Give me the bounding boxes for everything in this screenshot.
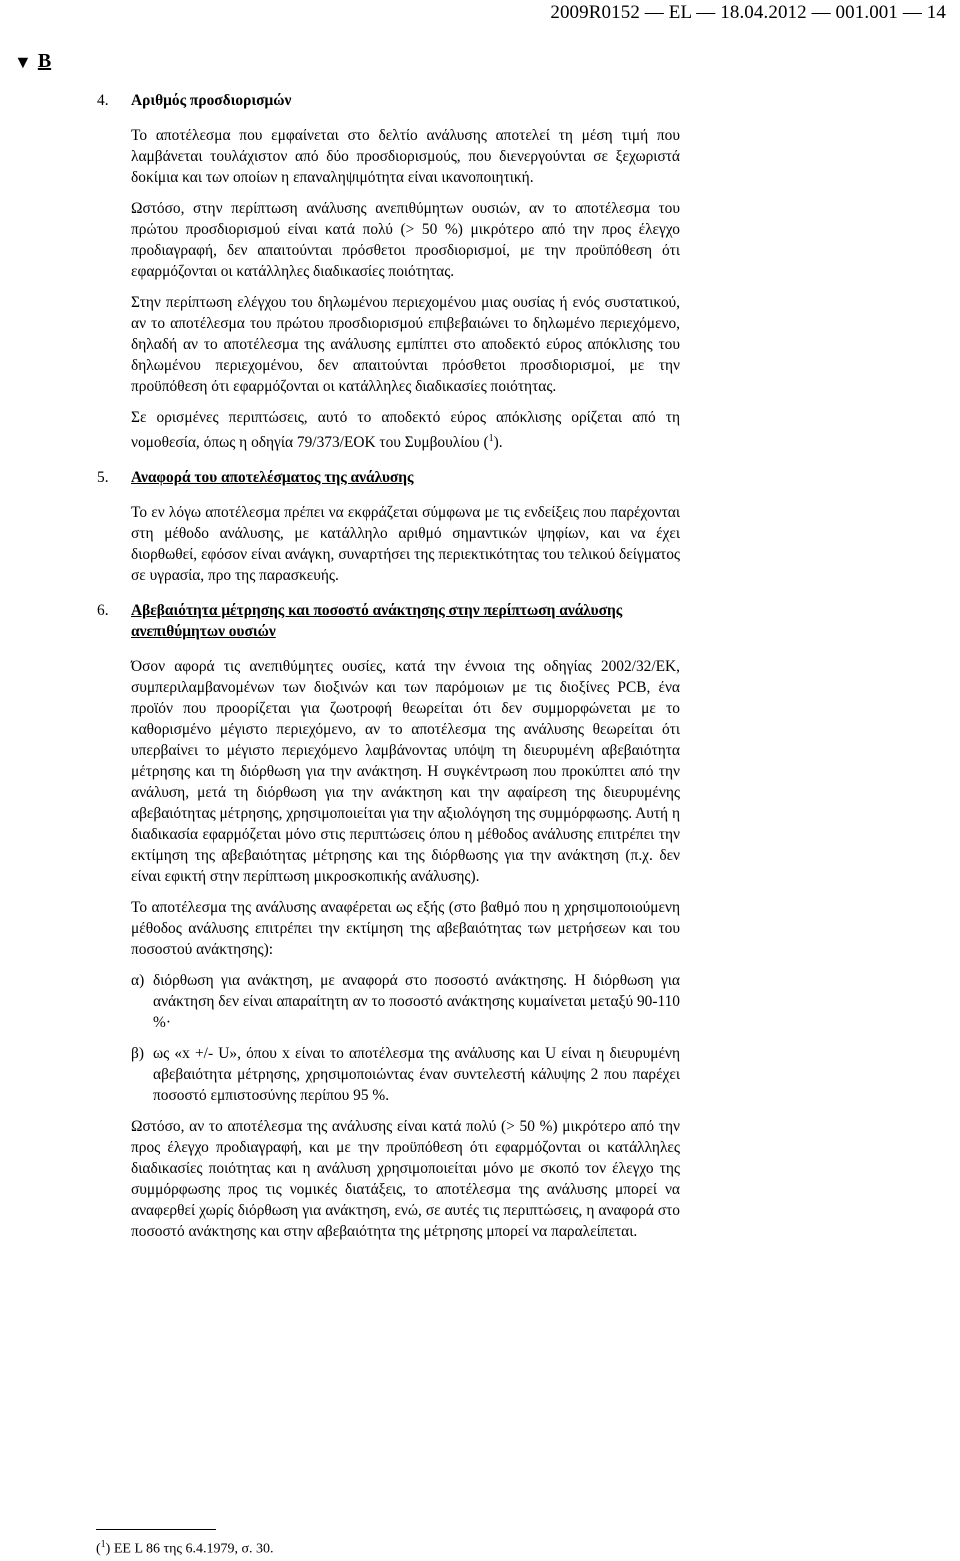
list-label: α) xyxy=(131,972,145,990)
list-item-b xyxy=(131,1043,680,1106)
paragraph: Όσον αφορά τις ανεπιθύμητες ουσίες, κατά την έννοια της οδηγίας 2002/32/ΕΚ, συμπεριλαμβανομένων των διοξινών και των παρόμοιων με τις διοξίνες PCB, ένα προϊόν που προορίζεται για ζωοτροφή θεωρείται ότι δεν συμμορφώνεται με το καθορισμένο μέγιστο περιεχόμενο, αν το αποτέλεσμα της ανάλυσης θεωρείται ότι υπερβαίνει το μέγιστο περιεχόμενο λαμβάνοντας υπόψη τη διευρυμένη αβεβαιότητα μέτρησης και τη διόρθωση για την ανάκτηση. Η συγκέντρωση που προκύπτει από την ανάλυση, μετά τη διόρθωση για την ανάκτηση και την αφαίρεση της διευρυμένης αβεβαιότητας μέτρησης, χρησιμοποιείται για την αξιολόγηση της συμμόρφωσης. Αυτή η διαδικασία εφαρμόζεται μόνο στις περιπτώσεις όπου η μέθοδος ανάλυσης επιτρέπει την εκτίμηση της αβεβαιότητας μέτρησης και της διόρθωσης για την ανάκτηση (π.χ. δεν είναι εφικτή στην περίπτωση μικροσκοπικής ανάλυσης). xyxy=(131,658,680,886)
list-item-a xyxy=(131,970,680,1033)
list-label: β) xyxy=(131,1045,144,1063)
list-text: διόρθωση για ανάκτηση, με αναφορά στο ποσοστό ανάκτησης. Η διόρθωση για ανάκτηση δεν είναι απαραίτητη αν το ποσοστό ανάκτησης κυμαίνεται μεταξύ 90-110 %· xyxy=(153,972,680,1032)
section-6 xyxy=(0,600,960,1242)
paragraph: Ωστόσο, αν το αποτέλεσμα της ανάλυσης είναι κατά πολύ (> 50 %) μικρότερο από την προς έλεγχο προδιαγραφή, και με την προϋπόθεση ότι εφαρμόζονται οι κατάλληλες διαδικασίες ποιότητας και η ανάλυση χρησιμοποιείται μόνο με σκοπό τον έλεγχο της συμμόρφωσης προς τις νομικές διατάξεις, το αποτέλεσμα της ανάλυσης μπορεί να αναφερθεί χωρίς διόρθωση για ανάκτηση, ενώ, σε αυτές τις περιπτώσεις, η αναφορά στο ποσοστό ανάκτησης και στην αβεβαιότητα της μέτρησης μπορεί να παραλείπεται. xyxy=(131,1118,680,1241)
footnote-ref: 1 xyxy=(488,433,494,444)
down-triangle-icon: ▼ xyxy=(14,51,32,72)
section-number: 5. xyxy=(97,469,109,487)
paragraph: Στην περίπτωση ελέγχου του δηλωμένου περιεχομένου μιας ουσίας ή ενός συστατικού, αν το αποτέλεσμα του πρώτου προσδιορισμού επιβεβαιώνει το δηλωμένο περιεχόμενο, δηλαδή αν το αποτέλεσμα της ανάλυσης εμπίπτει στο αποδεκτό εύρος απόκλισης του δηλωμένου περιεχομένου, δεν απαιτούνται πρόσθετοι προσδιορισμοί, με την προϋπόθεση ότι εφαρμόζονται οι κατάλληλες διαδικασίες ποιότητας. xyxy=(131,294,680,395)
paragraph-text-end: ). xyxy=(493,434,503,452)
paragraph xyxy=(131,407,680,453)
footnote-number: 1 xyxy=(100,1539,106,1550)
paragraph-text: Σε ορισμένες περιπτώσεις, αυτό το αποδεκτό εύρος απόκλισης ορίζεται από τη νομοθεσία, όπως η οδηγία 79/373/ΕΟΚ του Συμβουλίου ( xyxy=(131,409,680,452)
paragraph: Το εν λόγω αποτέλεσμα πρέπει να εκφράζεται σύμφωνα με τις ενδείξεις που παρέχονται στη μέθοδο ανάλυσης, με κατάλληλο αριθμό σημαντικών ψηφίων, και να έχει διορθωθεί, εφόσον είναι ανάγκη, συναρτήσει της περιεκτικότητας του τελικού δείγματος σε υγρασία, προ της παρασκευής. xyxy=(131,504,680,585)
section-title: Αναφορά του αποτελέσματος της ανάλυσης xyxy=(131,469,414,487)
footnote-text: ΕΕ L 86 της 6.4.1979, σ. 30. xyxy=(110,1541,274,1557)
marker-code: B xyxy=(37,50,52,72)
section-title: Αριθμός προσδιορισμών xyxy=(131,92,292,109)
paragraph: Ωστόσο, στην περίπτωση ανάλυσης ανεπιθύμητων ουσιών, αν το αποτέλεσμα του πρώτου προσδιορισμού είναι κατά πολύ (> 50 %) μικρότερο από την προς έλεγχο προδιαγραφή, δεν απαιτούνται πρόσθετοι προσδιορισμοί, με την προϋπόθεση ότι εφαρμόζονται οι κατάλληλες διαδικασίες ποιότητας. xyxy=(131,200,680,280)
list-text: ως «x +/- U», όπου x είναι το αποτέλεσμα της ανάλυσης και U είναι η διευρυμένη αβεβαιότητα μέτρησης, χρησιμοποιώντας έναν συντελεστή κάλυψης 2 που παρέχει ποσοστό εμπιστοσύνης περίπου 95 %. xyxy=(153,1045,680,1105)
section-number: 6. xyxy=(97,602,109,620)
document-body xyxy=(0,90,960,1242)
paragraph: Το αποτέλεσμα που εμφαίνεται στο δελτίο ανάλυσης αποτελεί τη μέση τιμή που λαμβάνεται τουλάχιστον από δύο προσδιορισμούς, που διενεργούνται σε ξεχωριστά δοκίμια και των οποίων η επαναληψιμότητα είναι ικανοποιητική. xyxy=(131,127,680,186)
document-header: 2009R0152 — EL — 18.04.2012 — 001.001 — 14 xyxy=(550,2,946,23)
footnote-divider xyxy=(96,1529,216,1530)
section-number: 4. xyxy=(97,92,109,109)
paragraph: Το αποτέλεσμα της ανάλυσης αναφέρεται ως εξής (στο βαθμό που η χρησιμοποιούμενη μέθοδος ανάλυσης επιτρέπει την εκτίμηση της αβεβαιότητας των μετρήσεων και του ποσοστού ανάκτησης): xyxy=(131,899,680,959)
section-title: Αβεβαιότητα μέτρησης και ποσοστό ανάκτησης στην περίπτωση ανάλυσης ανεπιθύμητων ουσιών xyxy=(131,602,623,641)
section-5 xyxy=(0,467,960,586)
section-4 xyxy=(0,90,960,453)
consolidation-marker xyxy=(14,50,51,73)
footnote: ($^1$) ΕΕ L 86 της 6.4.1979, σ. 30. xyxy=(96,1539,274,1557)
